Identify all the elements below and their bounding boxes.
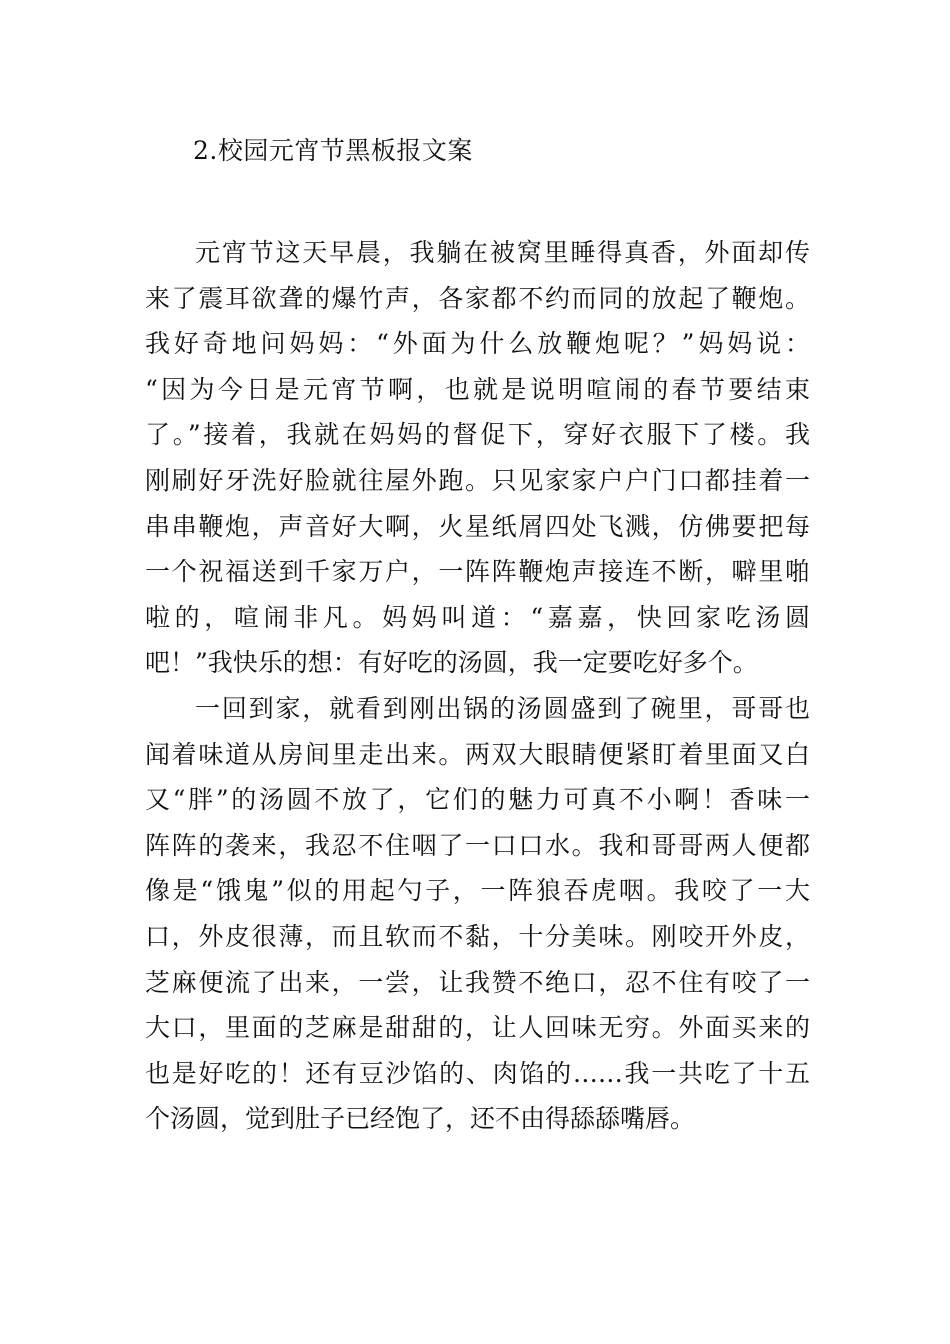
text-line: 来了震耳欲聋的爆竹声，各家都不约而同的放起了鞭炮。 — [145, 283, 810, 313]
text-line: 芝麻便流了出来，一尝，让我赞不绝口，忍不住有咬了一 — [145, 967, 810, 997]
paragraph-1 — [145, 230, 810, 686]
text-line: 大口，里面的芝麻是甜甜的，让人回味无穷。外面买来的 — [145, 1013, 810, 1043]
section-heading: 2.校园元宵节黑板报文案 — [193, 136, 473, 165]
text-line: 又“胖”的汤圆不放了，它们的魅力可真不小啊！香味一 — [145, 785, 810, 815]
text-line: 个汤圆，觉到肚子已经饱了，还不由得舔舔嘴唇。 — [145, 1104, 696, 1134]
text-line: 了。”接着，我就在妈妈的督促下，穿好衣服下了楼。我 — [145, 420, 810, 450]
text-line: 口，外皮很薄，而且软而不黏，十分美味。刚咬开外皮， — [145, 921, 810, 951]
text-line: 闻着味道从房间里走出来。两双大眼睛便紧盯着里面又白 — [145, 739, 810, 769]
text-line: 像是“饿鬼”似的用起勺子，一阵狼吞虎咽。我咬了一大 — [145, 876, 810, 906]
text-line: 串串鞭炮，声音好大啊，火星纸屑四处飞溅，仿佛要把每 — [145, 511, 810, 541]
text-line: 阵阵的袭来，我忍不住咽了一口口水。我和哥哥两人便都 — [145, 830, 810, 860]
text-line: 一回到家，就看到刚出锅的汤圆盛到了碗里，哥哥也 — [195, 693, 810, 723]
text-line: 刚刷好牙洗好脸就往屋外跑。只见家家户户门口都挂着一 — [145, 465, 810, 495]
text-line: 我好奇地问妈妈：“外面为什么放鞭炮呢？”妈妈说： — [145, 329, 810, 359]
text-line: “因为今日是元宵节啊，也就是说明喧闹的春节要结束 — [145, 374, 810, 404]
body-text — [145, 230, 810, 1142]
text-line: 元宵节这天早晨，我躺在被窝里睡得真香，外面却传 — [195, 238, 810, 267]
text-line: 吧！”我快乐的想：有好吃的汤圆，我一定要吃好多个。 — [145, 648, 758, 678]
paragraph-2 — [145, 686, 810, 1142]
text-line: 啦的，喧闹非凡。妈妈叫道：“嘉嘉，快回家吃汤圆 — [145, 602, 810, 632]
text-line: 一个祝福送到千家万户，一阵阵鞭炮声接连不断，噼里啪 — [145, 557, 810, 587]
text-line: 也是好吃的！还有豆沙馅的、肉馅的……我一共吃了十五 — [145, 1058, 810, 1088]
